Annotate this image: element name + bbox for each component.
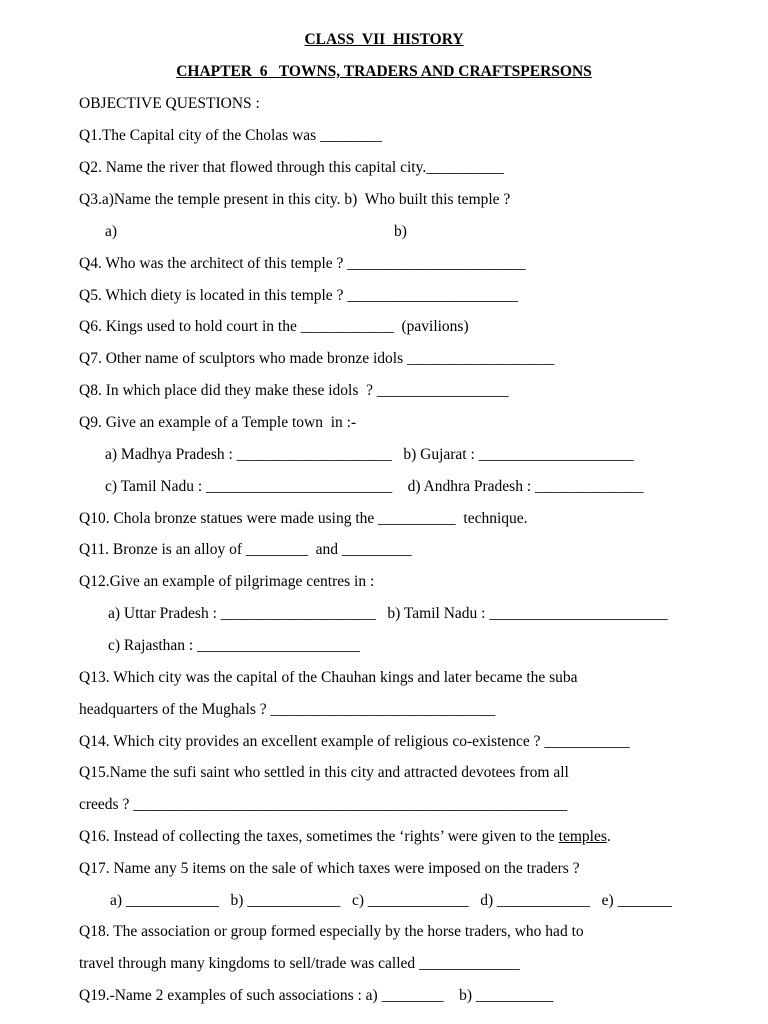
class-title: CLASS VII HISTORY	[304, 31, 464, 48]
question-7: Q7. Other name of sculptors who made bronze idols ___________________	[79, 350, 555, 367]
question-3-answer-a: a)	[105, 223, 118, 240]
question-11: Q11. Bronze is an alloy of ________ and _________	[79, 541, 412, 558]
question-9: Q9. Give an example of a Temple town in :-	[79, 414, 357, 431]
question-1: Q1.The Capital city of the Cholas was ________	[79, 127, 383, 144]
question-18-line-1: Q18. The association or group formed especially by the horse traders, who had to	[79, 923, 584, 940]
question-2: Q2. Name the river that flowed through this capital city.__________	[79, 159, 504, 176]
question-16	[79, 827, 611, 847]
question-18-line-2: travel through many kingdoms to sell/trade was called _____________	[79, 955, 520, 972]
question-15-line-1: Q15.Name the sufi saint who settled in this city and attracted devotees from all	[79, 764, 569, 781]
question-17: Q17. Name any 5 items on the sale of which taxes were imposed on the traders ?	[79, 860, 580, 877]
question-3: Q3.a)Name the temple present in this city. b) Who built this temple ?	[79, 191, 511, 208]
question-19: Q19.-Name 2 examples of such associations : a) ________ b) __________	[79, 987, 554, 1004]
question-6: Q6. Kings used to hold court in the ____________ (pavilions)	[79, 318, 469, 335]
question-9-options-ab: a) Madhya Pradesh : ____________________ b) Gujarat : ____________________	[105, 446, 634, 463]
question-16-underlined-word: temples	[558, 828, 607, 845]
question-12-option-c: c) Rajasthan : _____________________	[108, 637, 360, 654]
chapter-title: CHAPTER 6 TOWNS, TRADERS AND CRAFTSPERSONS	[176, 63, 592, 80]
question-13-line-2: headquarters of the Mughals ? _____________________________	[79, 701, 496, 718]
question-17-answers: a) ____________ b) ____________ c) _____________ d) ____________ e) _______	[110, 892, 672, 909]
question-16-period: .	[606, 828, 611, 845]
question-16-text: Q16. Instead of collecting the taxes, sometimes the ‘rights’ were given to the	[79, 828, 559, 845]
question-9-options-cd: c) Tamil Nadu : ________________________ d) Andhra Pradesh : ______________	[105, 478, 644, 495]
question-5: Q5. Which diety is located in this temple ? ______________________	[79, 287, 518, 304]
question-10: Q10. Chola bronze statues were made using the __________ technique.	[79, 510, 528, 527]
question-14: Q14. Which city provides an excellent example of religious co-existence ? ___________	[79, 733, 630, 750]
question-12-options-ab: a) Uttar Pradesh : ____________________ b) Tamil Nadu : _______________________	[108, 605, 668, 622]
section-label: OBJECTIVE QUESTIONS :	[79, 95, 260, 112]
question-3-answer-b: b)	[394, 223, 407, 240]
question-8: Q8. In which place did they make these idols ? _________________	[79, 382, 509, 399]
question-4: Q4. Who was the architect of this temple ? _______________________	[79, 255, 526, 272]
question-15-line-2: creeds ? ________________________________________________________	[79, 796, 568, 813]
question-13-line-1: Q13. Which city was the capital of the Chauhan kings and later became the suba	[79, 669, 578, 686]
question-12: Q12.Give an example of pilgrimage centres in :	[79, 573, 375, 590]
